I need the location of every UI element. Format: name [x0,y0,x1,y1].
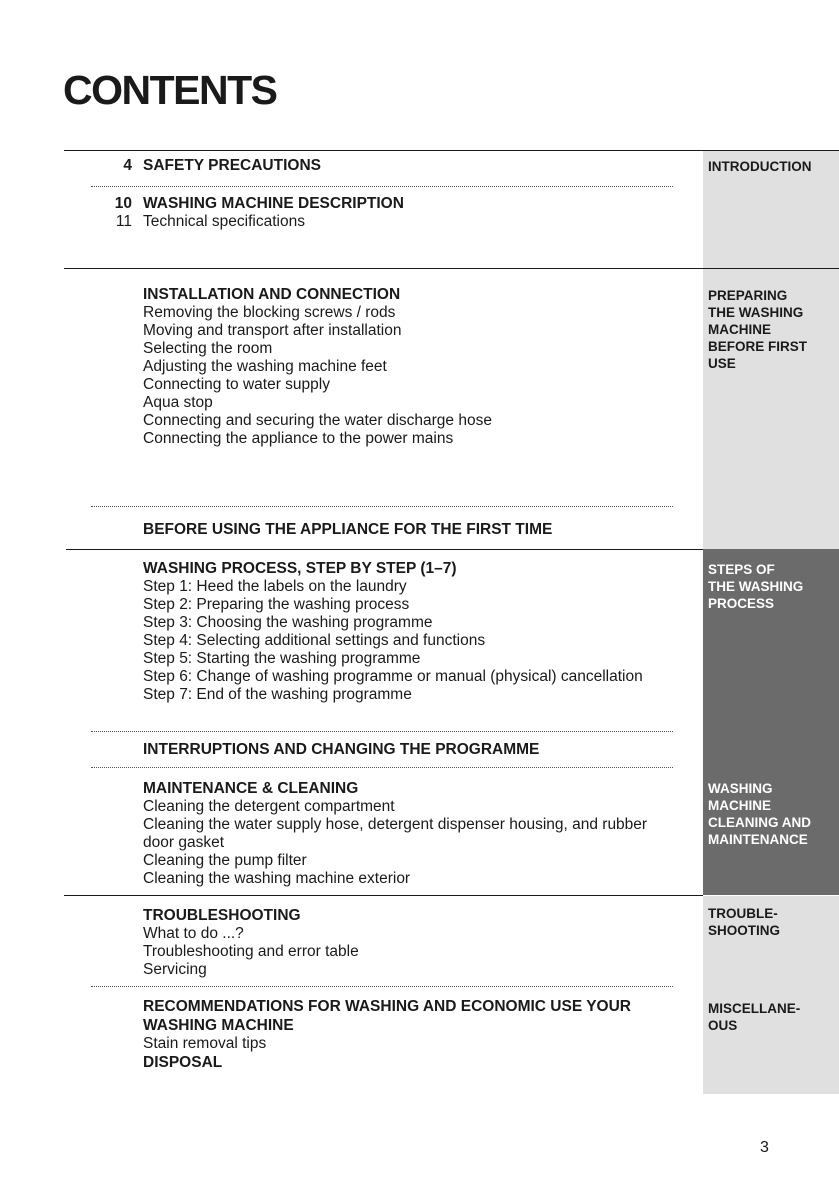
dotted-separator [91,986,673,987]
dotted-separator [91,731,673,732]
toc-entry: door gasket [143,834,224,851]
side-label-misc: MISCELLANE- OUS [708,1001,801,1033]
toc-entry: Stain removal tips [143,1035,267,1052]
toc-entry: Aqua stop [143,394,213,411]
page-ref: 11 [115,213,132,230]
page-title: CONTENTS [63,67,277,113]
toc-entry: Cleaning the pump filter [143,852,307,869]
page-ref: 10 [114,195,132,212]
page-ref: 4 [123,157,132,174]
toc-heading: TROUBLESHOOTING [143,907,301,924]
side-label-troubleshooting: TROUBLE- SHOOTING [708,906,781,938]
toc-entry: Cleaning the washing machine exterior [143,870,411,887]
toc-entry: Connecting and securing the water discharge hose [143,412,492,429]
section-divider [64,268,839,269]
toc-entry: WASHING MACHINE DESCRIPTION [143,195,404,212]
toc-entry: Selecting the room [143,340,273,357]
toc-heading: WASHING MACHINE [143,1017,294,1034]
toc-heading: DISPOSAL [143,1054,223,1071]
toc-heading: BEFORE USING THE APPLIANCE FOR THE FIRST TIME [143,521,553,538]
toc-entry: Step 4: Selecting additional settings and functions [143,632,486,649]
toc-entry: Cleaning the detergent compartment [143,798,395,815]
toc-entry: Connecting to water supply [143,376,330,393]
dotted-separator [91,767,673,768]
toc-entry: Servicing [143,961,207,978]
toc-entry: Troubleshooting and error table [143,943,359,960]
toc-entry: Technical specifications [143,213,305,230]
dotted-separator [91,186,673,187]
toc-heading: INSTALLATION AND CONNECTION [143,286,401,303]
section-divider [66,549,703,550]
toc-entry: Removing the blocking screws / rods [143,304,396,321]
toc-entry: SAFETY PRECAUTIONS [143,157,321,174]
toc-entry: Step 1: Heed the labels on the laundry [143,578,407,595]
toc-entry: Step 6: Change of washing programme or manual (physical) cancellation [143,668,643,685]
toc-heading: INTERRUPTIONS AND CHANGING THE PROGRAMME [143,741,540,758]
toc-entry: Step 7: End of the washing programme [143,686,412,703]
toc-entry: Step 3: Choosing the washing programme [143,614,433,631]
dotted-separator [91,506,673,507]
side-label-maintenance: WASHING MACHINE CLEANING AND MAINTENANCE [708,781,811,847]
side-label-steps: STEPS OF THE WASHING PROCESS [708,562,804,611]
toc-heading: MAINTENANCE & CLEANING [143,780,359,797]
toc-entry: Cleaning the water supply hose, detergent dispenser housing, and rubber [143,816,648,833]
page-number: 3 [760,1139,769,1156]
toc-entry: Moving and transport after installation [143,322,402,339]
side-label-preparing: PREPARING THE WASHING MACHINE BEFORE FIRST USE [708,288,808,371]
section-divider [64,150,839,151]
toc-entry: What to do ...? [143,925,244,942]
side-label-introduction: INTRODUCTION [708,159,812,174]
toc-heading: RECOMMENDATIONS FOR WASHING AND ECONOMIC USE YOUR [143,998,631,1015]
toc-entry: Step 5: Starting the washing programme [143,650,421,667]
section-divider [64,895,703,896]
toc-heading: WASHING PROCESS, STEP BY STEP (1–7) [143,560,457,577]
toc-entry: Step 2: Preparing the washing process [143,596,410,613]
toc-entry: Connecting the appliance to the power mains [143,430,454,447]
toc-entry: Adjusting the washing machine feet [143,358,387,375]
